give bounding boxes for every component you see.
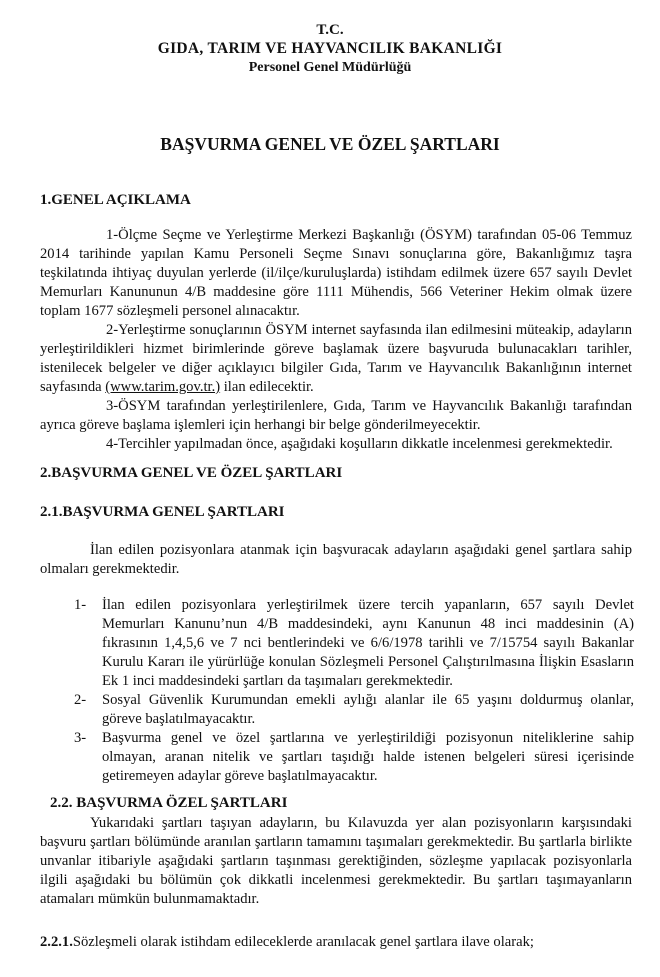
list-item xyxy=(74,729,634,786)
list-item-number: 1- xyxy=(74,597,87,613)
section-1-paragraph-2 xyxy=(40,321,632,397)
tarim-website-link[interactable]: (www.tarim.gov.tr.) xyxy=(105,379,221,395)
document-title: BAŞVURMA GENEL VE ÖZEL ŞARTLARI xyxy=(160,134,500,154)
section-2-2-heading: 2.2. BAŞVURMA ÖZEL ŞARTLARI xyxy=(50,795,288,811)
paragraph-2-text-before: 2-Yerleştirme sonuçlarının ÖSYM internet sayfasında ilan edilmesini müteakip, adayların yerleştirildikleri hizmet birimlerinde göreve başlamak üzere başvuruda bulunacakları tarihler, istenilecek belgeler ve diğer açıklayıcı bilgiler Gıda, Tarım ve Hayvancılık Bakanlığının internet sayfasında xyxy=(40,322,632,395)
header-ministry: GIDA, TARIM VE HAYVANCILIK BAKANLIĞI xyxy=(157,40,503,57)
list-item xyxy=(74,596,634,691)
list-item-number: 3- xyxy=(74,730,87,746)
section-2-1-heading: 2.1.BAŞVURMA GENEL ŞARTLARI xyxy=(40,504,285,520)
section-1-heading: 1.GENEL AÇIKLAMA xyxy=(40,192,191,208)
section-2-2-1-text: Sözleşmeli olarak istihdam edileceklerde aranılacak genel şartlara ilave olarak; xyxy=(72,934,534,950)
section-2-2-1-number: 2.2.1. xyxy=(40,934,73,950)
header-department: Personel Genel Müdürlüğü xyxy=(248,60,412,75)
header-tc: T.C. xyxy=(316,22,344,38)
section-2-2-1-line xyxy=(40,934,534,951)
list-item-text: Sosyal Güvenlik Kurumundan emekli aylığı alanlar ile 65 yaşını doldurmuş olanlar, göreve başlatılmayacaktır. xyxy=(102,692,634,727)
list-item xyxy=(74,691,634,729)
list-item-text: İlan edilen pozisyonlara yerleştirilmek üzere tercih yapanların, 657 sayılı Devlet Memurları Kanunu’nun 4/B maddesindeki, aynı Kanunun 48 inci maddesinin (A) fıkrasının 1,4,5,6 ve 7 nci bentlerindeki ve 6/6/1978 tarihli ve 7/15754 sayılı Bakanlar Kurulu Kararı ile yürürlüğe konulan Sözleşmeli Personel Çalıştırılmasına İlişkin Esasların Ek 1 inci maddesindeki şartları da taşımaları gerekmektedir. xyxy=(102,597,634,689)
paragraph-2-text-after: ilan edilecektir. xyxy=(220,379,314,395)
section-2-1-intro: İlan edilen pozisyonlara atanmak için başvuracak adayların aşağıdaki genel şartlara sahip olmaları gerekmektedir. xyxy=(40,542,632,577)
general-conditions-list xyxy=(74,596,634,786)
section-1-paragraph-1: 1-Ölçme Seçme ve Yerleştirme Merkezi Başkanlığı (ÖSYM) tarafından 05-06 Temmuz 2014 tarihinde yapılan Kamu Personeli Seçme Sınavı sonuçlarına göre, Bakanlığımız taşra teşkilatında ihtiyaç duyulan yerlerde (il/ilçe/kuruluşlarda) istihdam edilmek üzere 657 sayılı Devlet Memurları Kanununun 4/B maddesine göre 1111 Mühendis, 566 Veteriner Hekim olmak üzere toplam 1677 sözleşmeli personel alınacaktır. xyxy=(40,227,632,319)
section-1-paragraph-3: 3-ÖSYM tarafından yerleştirilenlere, Gıda, Tarım ve Hayvancılık Bakanlığı tarafından ayrıca göreve başlama işlemleri için herhangi bir belge gönderilmeyecektir. xyxy=(40,398,632,433)
list-item-number: 2- xyxy=(74,692,87,708)
section-1-paragraph-4: 4-Tercihler yapılmadan önce, aşağıdaki koşulların dikkatle incelenmesi gerekmektedir. xyxy=(106,436,613,452)
section-2-2-paragraph: Yukarıdaki şartları taşıyan adayların, bu Kılavuzda yer alan pozisyonların karşısındaki başvuru şartları bölümünde aranılan şartların tamamını taşımaları gerekmektedir. Bu şartlarla birlikte unvanlar itibariyle aşağıdaki şartların taşınması gerektiğinden, sözleşme yapılacak pozisyonlarla ilgili aşağıdaki bu bölümün çok dikkatli incelenmesi gerekmektedir. Bu şartları taşımayanların atamaları mümkün bulunmamaktadır. xyxy=(40,815,632,907)
list-item-text: Başvurma genel ve özel şartlarına ve yerleştirildiği pozisyonun niteliklerine sahip olmayan, aranan nitelik ve şartları taşıdığı halde istenen belgeleri süresi içerisinde getiremeyen adaylar göreve başlatılmayacaktır. xyxy=(102,730,634,784)
section-2-heading: 2.BAŞVURMA GENEL VE ÖZEL ŞARTLARI xyxy=(40,465,343,481)
